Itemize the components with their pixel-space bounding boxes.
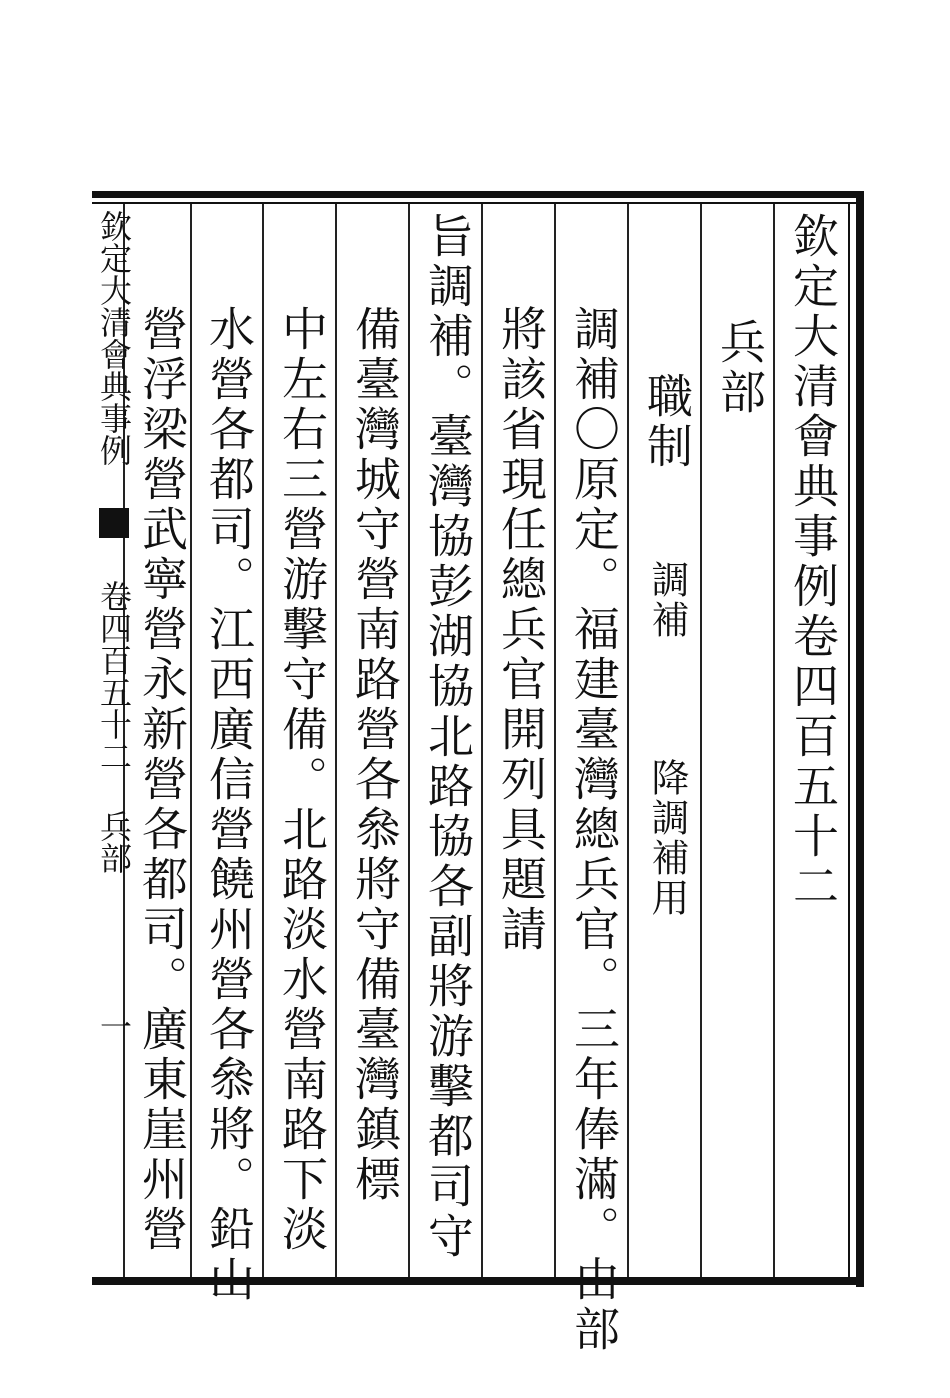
frame-right-inner-border — [848, 202, 850, 1282]
section-subheading: 調補 — [645, 560, 689, 640]
column-rule — [554, 204, 556, 1277]
text-column: 備臺灣城守營南路營各叅將守備臺灣鎮標 — [348, 305, 402, 1205]
page-number: 一 — [95, 1010, 133, 1042]
frame-right-border — [856, 191, 864, 1287]
text-column: 旨調補。臺灣協彭湖協北路協各副將游擊都司守 — [421, 212, 475, 1262]
column-rule — [335, 204, 337, 1277]
column-rule — [408, 204, 410, 1277]
text-column: 水營各都司。江西廣信營饒州營各叅將。鉛山 — [202, 305, 256, 1305]
column-rule — [262, 204, 264, 1277]
spine-department: 兵部 — [95, 810, 133, 874]
column-rule — [773, 204, 775, 1277]
text-column: 中左右三營游擊守備。北路淡水營南路下淡 — [275, 305, 329, 1255]
spine-title: 欽定大清會典事例 — [95, 210, 133, 466]
column-rule — [481, 204, 483, 1277]
spine-volume: 卷四百五十二 — [95, 580, 133, 772]
spine-label — [86, 210, 142, 874]
text-column: 將該省現任總兵官開列具題請 — [494, 305, 548, 955]
frame-top-border — [92, 191, 864, 198]
text-column: 營浮梁營武寧營永新營各都司。廣東崖州營 — [135, 305, 189, 1255]
column-rule — [190, 204, 192, 1277]
page-title: 欽定大清會典事例卷四百五十二 — [786, 212, 840, 912]
department-label: 兵部 — [713, 318, 767, 418]
section-heading — [639, 372, 695, 918]
section-heading-text: 職制 — [640, 372, 694, 472]
frame-top-inner-border — [92, 202, 864, 204]
column-rule — [627, 204, 629, 1277]
fishtail-mark-icon — [99, 508, 129, 538]
column-rule — [700, 204, 702, 1277]
text-column: 調補〇原定。福建臺灣總兵官。三年俸滿。由部 — [567, 305, 621, 1355]
section-subitem: 降調補用 — [645, 758, 689, 918]
